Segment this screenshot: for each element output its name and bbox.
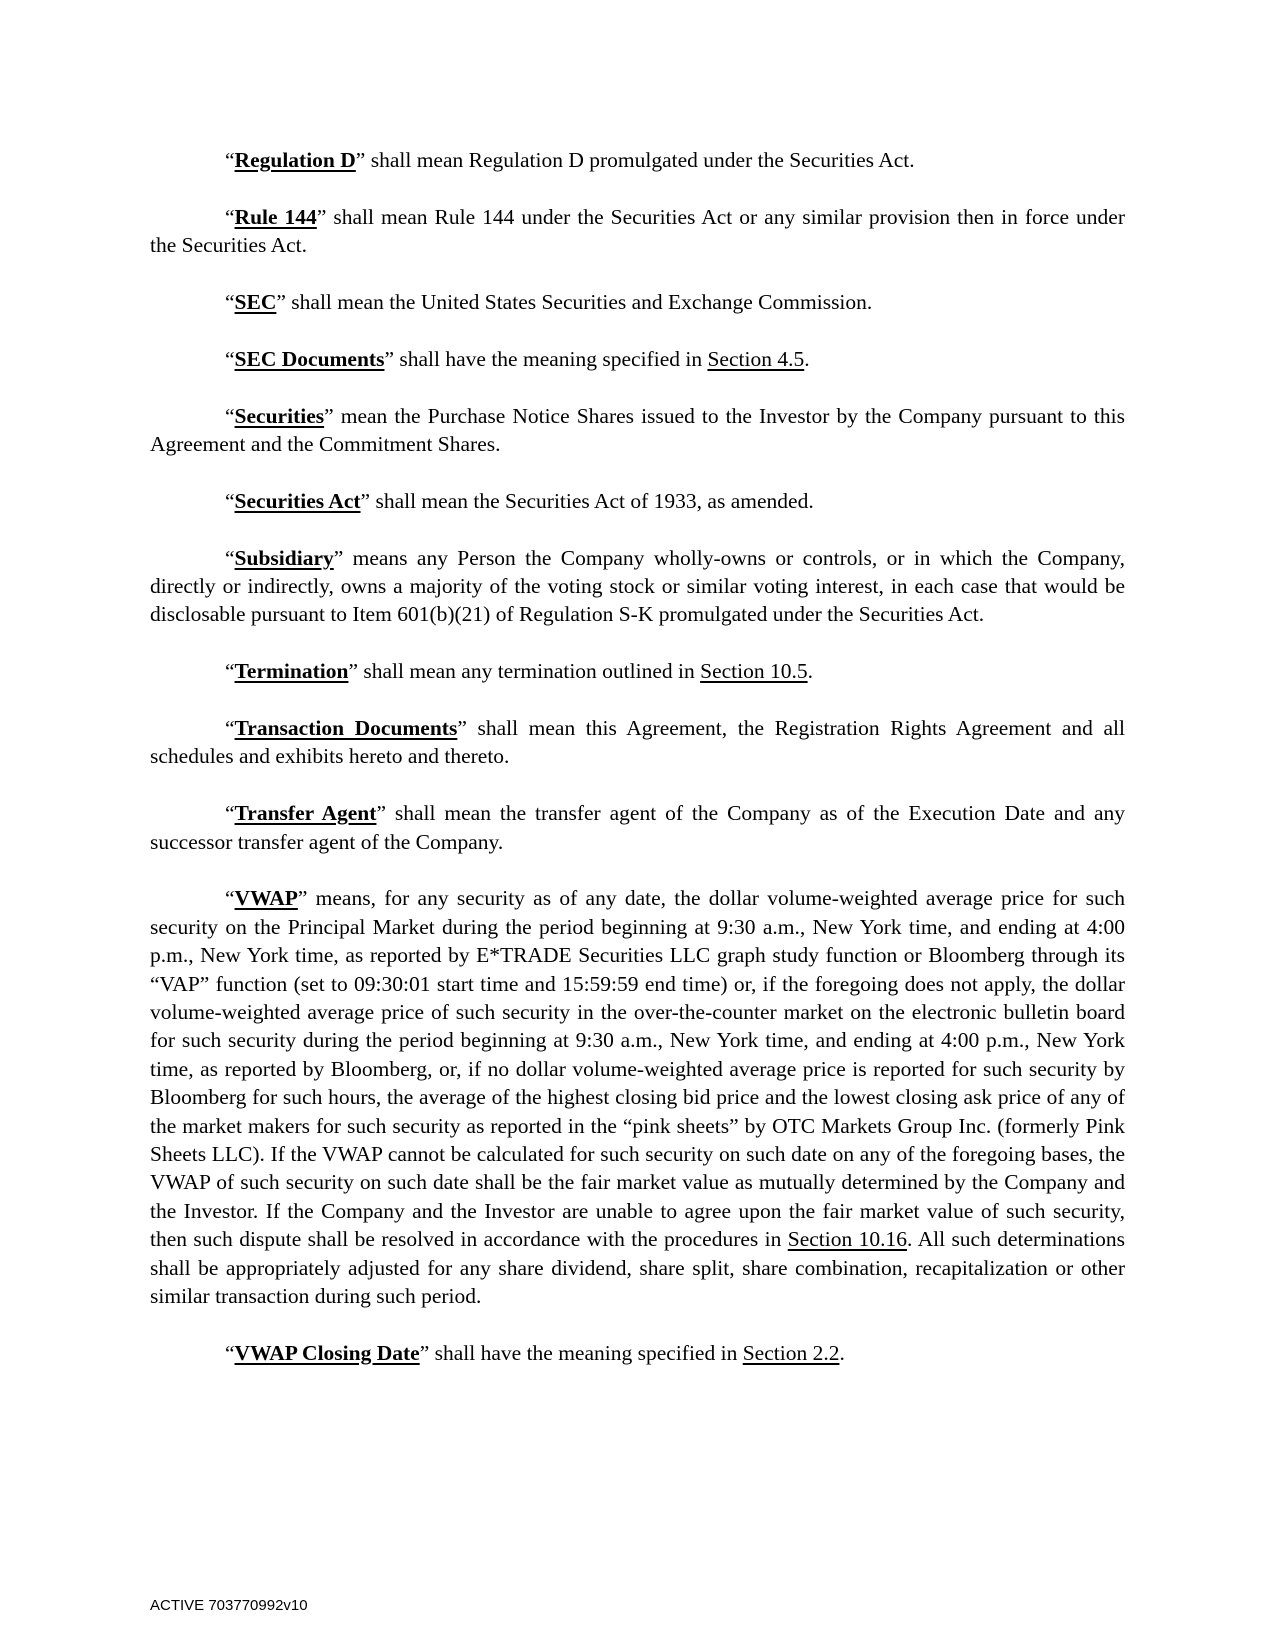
defined-term: Transaction Documents [234,716,458,740]
section-reference: Section 4.5 [707,346,805,371]
defined-term: Regulation D [234,148,356,172]
definition-rule-144: “Rule 144” shall mean Rule 144 under the Securities Act or any similar provision then in force under the Securities Act. [150,204,1126,258]
definition-securities: “Securities” mean the Purchase Notice Shares issued to the Investor by the Company pursuant to this Agreement and the Commitment Shares. [150,403,1125,456]
defined-term: SEC [234,290,277,314]
section-reference: Section 10.16 [787,1227,908,1252]
definition-vwap: “VWAP” means, for any security as of any date, the dollar volume-weighted average price for such security on the Principal Market during the period beginning at 9:30 a.m., New York time, and ending at 4:00 p.m., New York time, as reported by E*TRADE Securities LLC graph study function or Bloomberg through its “VAP” function (set to 09:30:01 start time and 15:59:59 end time) or, if the foregoing does not apply, the dollar volume-weighted average price of such security in the over-the-counter market on the electronic bulletin board for such security during the period beginning at 9:30 a.m., New York time, and ending at 4:00 p.m., New York time, as reported by Bloomberg, or, if no dollar volume-weighted average price is reported for such security by Bloomberg for such hours, the average of the highest closing bid price and the lowest closing ask price of any of the market makers for such security as reported in the “pink sheets” by OTC Markets Group Inc. (formerly Pink Sheets LLC). If the VWAP cannot be calculated for such security on such date on any of the foregoing bases, the VWAP of such security on such date shall be the fair market value as mutually determined by the Company and the Investor. If the Company and the Investor are unable to agree upon the fair market value of such security, then such dispute shall be resolved in accordance with the procedures in Section 10.16. All such determinations shall be appropriately adjusted for any share dividend, share split, share combination, recapitalization or other similar transaction during such period. [150,886,1126,1309]
defined-term: Securities [234,403,325,428]
definition-transfer-agent: “Transfer Agent” shall mean the transfer agent of the Company as of the Execution Date and any successor transfer agent of the Company. [150,801,1126,854]
definition-vwap-closing-date: “VWAP Closing Date” shall have the meaning specified in Section 2.2. [225,1340,845,1365]
defined-term: VWAP Closing Date [234,1340,420,1365]
definition-securities-act: “Securities Act” shall mean the Securities Act of 1933, as amended. [225,488,814,513]
section-reference: Section 2.2 [742,1340,840,1365]
document-id-footer: ACTIVE 703770992v10 [150,1597,308,1614]
section-reference: Section 10.5 [700,659,808,684]
definition-termination: “Termination” shall mean any termination outlined in Section 10.5. [225,659,813,684]
defined-term: Termination [234,659,349,684]
definition-transaction-documents: “Transaction Documents” shall mean this Agreement, the Registration Rights Agreement and all schedules and exhibits hereto and thereto. [150,716,1125,769]
defined-term: Transfer Agent [234,801,377,826]
defined-term: SEC Documents [234,346,385,371]
definition-sec-documents: “SEC Documents” shall have the meaning specified in Section 4.5. [225,346,810,371]
definition-sec: “SEC” shall mean the United States Securities and Exchange Commission. [225,290,873,314]
definition-subsidiary: “Subsidiary” means any Person the Company wholly-owns or controls, or in which the Company, directly or indirectly, owns a majority of the voting stock or similar voting interest, in each case that would be disclosable pursuant to Item 601(b)(21) of Regulation S-K promulgated under the Securities Act. [150,545,1125,627]
defined-term: Rule 144 [234,204,317,229]
definitions-list [150,146,1125,1396]
defined-term: Securities Act [234,488,361,513]
defined-term: VWAP [234,886,298,911]
definition-regulation-d: “Regulation D” shall mean Regulation D promulgated under the Securities Act. [225,148,915,172]
defined-term: Subsidiary [234,545,334,570]
